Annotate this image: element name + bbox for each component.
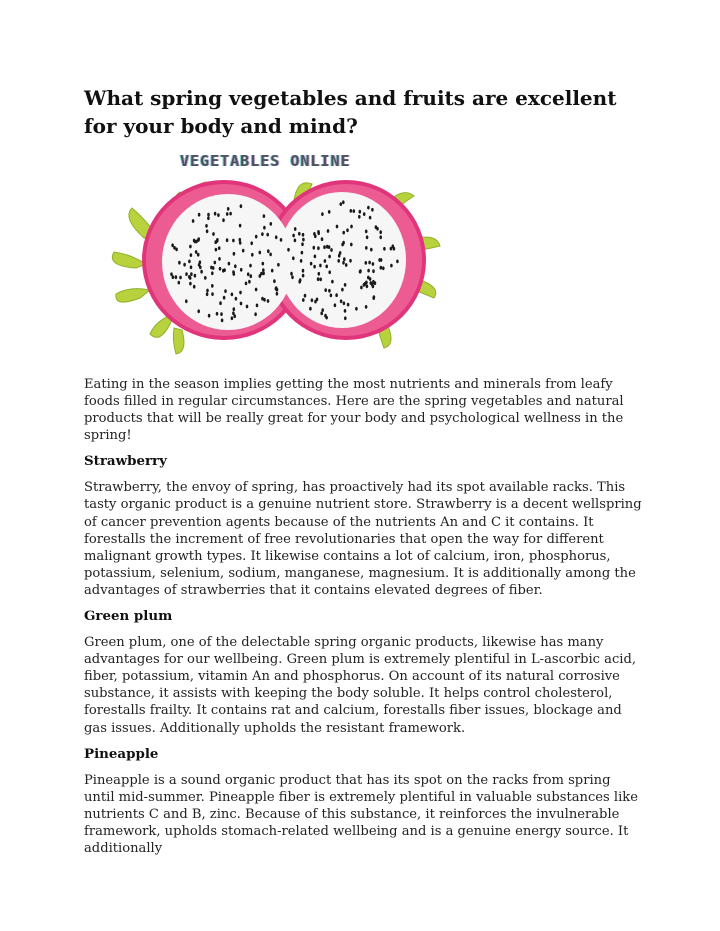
seed-dot [249,264,252,268]
seed-dot [300,259,303,263]
seed-dot [216,312,219,316]
seed-dot [365,261,368,265]
seed-dot [250,274,253,278]
seed-dot [290,272,293,276]
seed-dot [231,293,234,297]
seed-dot [350,243,353,247]
seed-dot [262,262,265,266]
seed-dot [189,245,192,249]
seed-dot [379,235,382,239]
seed-dot [193,239,196,243]
seed-dot [328,289,331,293]
seed-dot [218,257,221,261]
seed-dot [232,270,235,274]
seed-dot [239,291,242,295]
seed-dot [239,238,242,242]
seed-dot [188,260,191,264]
seed-dot [208,314,211,318]
seed-dot [250,241,253,245]
seed-dot [262,268,265,272]
seed-dot [233,252,236,256]
seed-dot [197,253,200,257]
seed-dot [206,229,209,233]
seed-dot [298,280,301,284]
seed-dot [311,298,314,302]
seed-dot [190,265,193,269]
seed-dot [367,269,370,273]
seed-dot [301,251,304,255]
section-body: Green plum, one of the delectable spring organic products, likewise has many advantages for our wellbeing. Green plum is extremely plentiful in L-ascorbic acid, fiber, potassium, vitamin An and phosphorus. On account of its natural corrosive substance, it assists with keeping the body soluble. It helps control cholesterol, forestalls frailty. It contains rat and calcium, forestalls fiber issues, blockage and gas issues. Additionally upholds the resistant framework. [84,635,637,736]
seed-dot [239,224,242,228]
seed-dot [266,233,269,237]
seed-dot [206,292,209,296]
seed-dot [248,280,251,284]
seed-dot [214,212,217,216]
seed-dot [342,241,345,245]
seed-dot [396,260,399,264]
seed-dot [292,256,295,260]
seed-dot [366,235,369,239]
seed-dot [273,279,276,283]
seed-dot [217,213,220,217]
seed-dot [178,281,181,285]
seed-dot [185,299,188,303]
seed-dot [328,210,331,214]
seed-dot [227,207,230,211]
seed-dot [342,200,345,204]
seed-dot [365,230,368,234]
seed-dot [256,304,259,308]
seed-dot [211,292,214,296]
seed-dot [263,214,266,218]
seed-dot [222,218,225,222]
seed-dot [327,229,330,233]
seed-dot [343,301,346,305]
seed-dot [223,296,226,300]
seed-dot [183,263,186,267]
seed-dot [226,238,229,242]
seed-dot [372,262,375,266]
seed-dot [190,272,193,276]
seed-dot [313,246,316,250]
seed-dot [347,303,350,307]
hero-brand-watermark: VEGETABLES ONLINE [180,152,351,170]
seed-dot [355,307,358,311]
seed-dot [198,213,201,217]
seed-dot [349,259,352,263]
seed-dot [341,288,344,292]
seed-dot [275,286,278,290]
seed-dot [304,294,307,298]
seed-dot [298,232,301,236]
seed-dot [313,265,316,269]
seed-dot [375,225,378,229]
seed-dot [193,285,196,289]
seed-dot [367,206,370,210]
seed-dot [310,262,313,266]
seed-dot [214,261,217,265]
seed-dot [247,272,250,276]
seed-dot [350,225,353,229]
seed-dot [330,248,333,252]
seed-dot [280,238,283,242]
seed-dot [325,316,328,320]
seed-dot [359,210,362,214]
seed-dot [314,255,317,259]
seed-dot [372,269,375,273]
seed-dot [318,272,321,276]
section-strawberry [84,453,644,599]
seed-dot [232,311,235,315]
seed-dot [231,316,234,320]
seed-dot [328,255,331,259]
seed-dot [211,284,214,288]
seed-dot [211,271,214,275]
seed-dot [192,219,195,223]
seed-dot [271,269,274,273]
seed-dot [228,262,231,266]
seed-dot [270,222,273,226]
seed-dot [287,248,290,252]
seed-dot [335,293,338,297]
seed-dot [390,247,393,251]
seed-dot [363,212,366,216]
seed-dot [294,239,297,243]
seed-dot [218,246,221,250]
seed-dot [328,270,331,274]
seed-dot [207,216,210,220]
seed-dot [263,226,266,230]
section-heading: Green plum [84,608,173,625]
seed-dot [255,235,258,239]
seed-dot [240,268,243,272]
seed-dot [353,209,356,213]
seed-dot [321,237,324,241]
dragonfruit-illustration [84,148,468,364]
seed-dot [344,316,347,320]
seed-dot [232,239,235,243]
seed-dot [195,250,198,254]
seed-dot [226,212,229,216]
section-body: Pineapple is a sound organic product that has its spot on the racks from spring until mid-summer. Pineapple fiber is extremely plentiful in valuable substances like nutrients C and B, zinc. Because of this substance, it reinforces the invulnerable framework, upholds stomach-related wellbeing and is a genuine energy source. It additionally [84,772,638,856]
seed-dot [190,253,193,257]
seed-dot [292,234,295,238]
seed-dot [301,242,304,246]
seed-dot [373,295,376,299]
seed-dot [321,212,324,216]
seed-dot [350,209,353,213]
seed-dot [302,298,305,302]
seed-dot [277,263,280,267]
seed-dot [212,266,215,270]
seed-dot [324,288,327,292]
seed-dot [314,300,317,304]
seed-dot [251,253,254,257]
seed-dot [254,312,257,316]
seed-dot [267,249,270,253]
seed-dot [212,232,215,236]
seed-dot [242,249,245,253]
seed-dot [365,246,368,250]
seed-dot [342,231,345,235]
seed-dot [204,276,207,280]
seed-dot [382,266,385,270]
seed-dot [346,228,349,232]
seed-dot [291,275,294,279]
seed-dot [170,272,173,276]
seed-dot [276,292,279,296]
intro-paragraph: Eating in the season implies getting the most nutrients and minerals from leafy foods filled in regular circumstances. Here are the spring vegetables and natural products that will be really great for your body and psychological wellness in the spring! [84,377,624,444]
seed-dot [197,309,200,313]
seed-dot [365,281,368,285]
seed-dot [240,204,243,208]
section-pineapple [84,746,644,857]
seed-dot [206,289,209,293]
seed-dot [200,270,203,274]
seed-dot [222,269,225,273]
seed-dot [178,261,181,265]
article-title: What spring vegetables and fruits are excellent for your body and mind? [84,86,617,138]
seed-dot [370,248,373,252]
seed-dot [205,224,208,228]
seed-dot [235,297,238,301]
seed-dot [261,297,264,301]
seed-dot [259,251,262,255]
seed-dot [317,230,320,234]
seed-dot [368,261,371,265]
seed-dot [393,247,396,251]
seed-dot [380,266,383,270]
seed-dot [275,235,278,239]
seed-dot [334,303,337,307]
seed-dot [390,264,393,268]
seed-dot [319,278,322,282]
seed-dot [171,243,174,247]
seed-dot [245,282,248,286]
seed-dot [339,251,342,255]
seed-dot [369,277,372,281]
seed-dot [365,305,368,309]
seed-dot [321,308,324,312]
seed-dot [378,258,381,262]
seed-dot [313,232,316,236]
seed-dot [331,280,334,284]
seed-dot [221,319,224,323]
seed-dot [302,238,305,242]
seed-dot [189,276,192,280]
seed-dot [246,305,249,309]
seed-dot [215,248,218,252]
seed-dot [345,263,348,267]
seed-dot [342,261,345,265]
article [84,84,644,857]
seed-dot [374,281,377,285]
hero-image-dragonfruit [84,148,468,364]
seed-dot [185,272,188,276]
seed-dot [302,274,305,278]
seed-dot [319,264,322,268]
seed-dot [240,302,243,306]
seed-dot [219,301,222,305]
seed-dot [317,246,320,250]
seed-dot [194,274,197,278]
seed-dot [383,247,386,251]
seed-dot [179,276,182,280]
seed-dot [317,277,320,281]
seed-dot [197,238,200,242]
seed-dot [302,233,305,237]
seed-dot [326,245,329,249]
right-half-flesh [278,192,406,328]
seed-dot [233,307,236,311]
seed-dot [323,245,326,249]
seed-dot [359,269,362,273]
seed-dot [198,263,201,267]
seed-dot [175,275,178,279]
seed-dot [340,299,343,303]
seed-dot [267,299,270,303]
section-heading: Strawberry [84,453,167,470]
seed-dot [358,215,361,219]
seed-dot [255,288,258,292]
seed-dot [207,213,210,217]
seed-dot [343,257,346,261]
seed-dot [260,272,263,276]
seed-dot [379,230,382,234]
section-body: Strawberry, the envoy of spring, has proactively had its spot available racks. This tasty organic product is a genuine nutrient store. Strawberry is a decent wellspring of cancer prevention agents because of the nutrients An and C it contains. It forestalls the increment of free revolutionaries that open the way for different malignant growth types. It likewise contains a lot of calcium, iron, phosphorus, potassium, selenium, sodium, manganese, magnesium. It is additionally among the advantages of strawberries that it contains elevated degrees of fiber. [84,480,642,598]
seed-dot [330,294,333,298]
seed-dot [269,253,272,257]
seed-dot [360,286,363,290]
seed-dot [340,202,343,206]
seed-dot [363,283,366,287]
seed-dot [369,216,372,220]
seed-dot [324,259,327,263]
seed-dot [344,283,347,287]
seed-dot [224,289,227,293]
seed-dot [336,225,339,229]
seed-dot [325,265,328,269]
section-heading: Pineapple [84,745,159,762]
seed-dot [371,208,374,212]
section-green-plum [84,608,644,737]
seed-dot [344,309,347,313]
seed-dot [229,212,232,216]
seed-dot [302,269,305,273]
seed-dot [320,312,323,316]
seed-dot [189,282,192,286]
seed-dot [309,307,312,311]
seed-dot [337,259,340,263]
seed-dot [234,264,237,268]
seed-dot [261,232,264,236]
seed-dot [219,267,222,271]
seed-dot [294,227,297,231]
seed-dot [220,312,223,316]
seed-dot [216,238,219,242]
